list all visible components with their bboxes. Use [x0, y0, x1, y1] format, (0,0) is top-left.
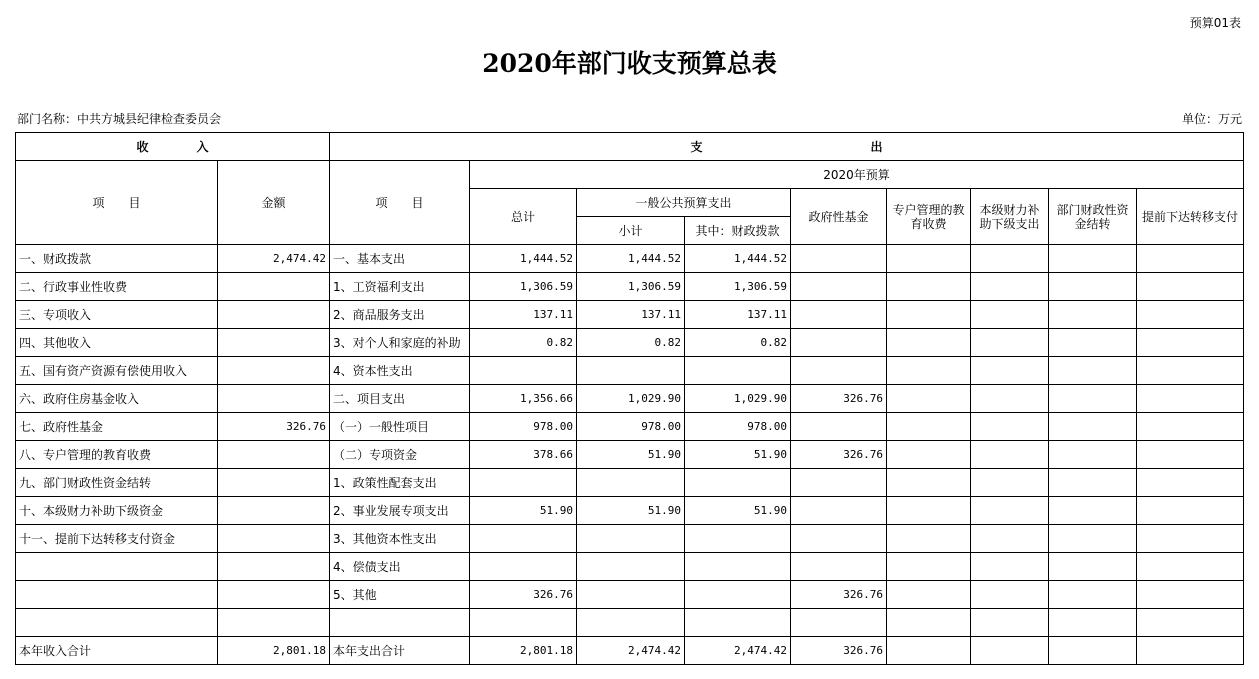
- table-row: [16, 525, 1244, 553]
- advance-cell: [1137, 273, 1244, 301]
- gov-fund-cell: [791, 553, 887, 581]
- income-amount-cell: 326.76: [218, 413, 330, 441]
- income-amount-cell: [218, 469, 330, 497]
- income-amount-cell: [218, 553, 330, 581]
- table-row: [16, 609, 1244, 637]
- carryover-cell: [1049, 273, 1137, 301]
- fiscal-cell: [685, 357, 791, 385]
- edu-fee-cell: [887, 469, 971, 497]
- subtotal-cell: [577, 469, 685, 497]
- gov-fund-cell: [791, 357, 887, 385]
- carryover-cell: [1049, 441, 1137, 469]
- carryover-cell: [1049, 301, 1137, 329]
- gov-fund-cell: [791, 245, 887, 273]
- gov-fund-cell: [791, 609, 887, 637]
- unit-label: 单位：万元: [1181, 112, 1242, 126]
- carryover-cell: [1049, 581, 1137, 609]
- subtotal-cell: 51.90: [577, 497, 685, 525]
- general-budget-header: 一般公共预算支出: [577, 189, 791, 217]
- gov-fund-cell: [791, 301, 887, 329]
- fiscal-cell: [685, 553, 791, 581]
- total-cell: [470, 609, 577, 637]
- expense-item-cell: 2、事业发展专项支出: [330, 497, 470, 525]
- edu-fee-cell: [887, 609, 971, 637]
- expense-item-cell: （二）专项资金: [330, 441, 470, 469]
- carryover-cell: [1049, 469, 1137, 497]
- carryover-cell: [1049, 329, 1137, 357]
- income-header: 收 入: [16, 133, 330, 161]
- gov-fund-cell: [791, 413, 887, 441]
- table-row: [16, 273, 1244, 301]
- fiscal-cell: 51.90: [685, 497, 791, 525]
- carryover-cell: [1049, 385, 1137, 413]
- transfer-sub-cell: [971, 581, 1049, 609]
- table-row: [16, 413, 1244, 441]
- income-item-cell: 五、国有资产资源有偿使用收入: [16, 357, 218, 385]
- table-row: [16, 301, 1244, 329]
- table-row: [16, 637, 1244, 665]
- advance-cell: [1137, 329, 1244, 357]
- gov-fund-cell: 326.76: [791, 581, 887, 609]
- subtotal-cell: [577, 357, 685, 385]
- expense-item-header: 项 目: [330, 161, 470, 245]
- expense-header: 支 出: [330, 133, 1244, 161]
- income-amount-cell: [218, 581, 330, 609]
- fiscal-cell: 1,029.90: [685, 385, 791, 413]
- gov-fund-cell: 326.76: [791, 385, 887, 413]
- income-item-cell: 一、财政拨款: [16, 245, 218, 273]
- income-item-cell: 本年收入合计: [16, 637, 218, 665]
- gov-fund-cell: [791, 469, 887, 497]
- expense-item-cell: 5、其他: [330, 581, 470, 609]
- edu-fee-cell: [887, 413, 971, 441]
- edu-fee-cell: [887, 441, 971, 469]
- advance-cell: [1137, 441, 1244, 469]
- total-cell: [470, 525, 577, 553]
- transfer-sub-cell: [971, 497, 1049, 525]
- income-item-cell: [16, 553, 218, 581]
- carryover-header: 部门财政性资金结转: [1049, 189, 1137, 245]
- total-cell: 978.00: [470, 413, 577, 441]
- transfer-sub-cell: [971, 413, 1049, 441]
- subtotal-cell: 137.11: [577, 301, 685, 329]
- income-amount-cell: 2,801.18: [218, 637, 330, 665]
- budget-table: [15, 132, 1244, 665]
- transfer-sub-cell: [971, 385, 1049, 413]
- fiscal-cell: 1,306.59: [685, 273, 791, 301]
- income-item-cell: [16, 609, 218, 637]
- carryover-cell: [1049, 245, 1137, 273]
- transfer-sub-cell: [971, 441, 1049, 469]
- edu-fee-cell: [887, 273, 971, 301]
- income-item-cell: 十一、提前下达转移支付资金: [16, 525, 218, 553]
- transfer-sub-cell: [971, 329, 1049, 357]
- carryover-cell: [1049, 525, 1137, 553]
- gov-fund-cell: [791, 497, 887, 525]
- gov-fund-cell: [791, 273, 887, 301]
- expense-item-cell: 4、偿债支出: [330, 553, 470, 581]
- fiscal-cell: 1,444.52: [685, 245, 791, 273]
- total-cell: 51.90: [470, 497, 577, 525]
- department-name: 部门名称：中共方城县纪律检查委员会: [17, 112, 222, 126]
- expense-item-cell: [330, 609, 470, 637]
- budget-2020-header: 2020年预算: [470, 161, 1244, 189]
- carryover-cell: [1049, 497, 1137, 525]
- advance-cell: [1137, 301, 1244, 329]
- transfer-sub-cell: [971, 469, 1049, 497]
- income-amount-cell: [218, 609, 330, 637]
- expense-item-cell: （一）一般性项目: [330, 413, 470, 441]
- total-cell: 378.66: [470, 441, 577, 469]
- income-item-cell: 四、其他收入: [16, 329, 218, 357]
- transfer-sub-cell: [971, 273, 1049, 301]
- fiscal-cell: 51.90: [685, 441, 791, 469]
- table-row: [16, 357, 1244, 385]
- table-row: [16, 469, 1244, 497]
- edu-fee-cell: [887, 525, 971, 553]
- transfer-sub-header: 本级财力补助下级支出: [971, 189, 1049, 245]
- carryover-cell: [1049, 553, 1137, 581]
- income-amount-header: 金额: [218, 161, 330, 245]
- total-cell: 326.76: [470, 581, 577, 609]
- total-cell: 1,306.59: [470, 273, 577, 301]
- table-row: [16, 441, 1244, 469]
- fiscal-cell: 2,474.42: [685, 637, 791, 665]
- subtotal-cell: 1,306.59: [577, 273, 685, 301]
- subtotal-header: 小计: [577, 217, 685, 245]
- transfer-sub-cell: [971, 637, 1049, 665]
- table-row: [16, 245, 1244, 273]
- gov-fund-header: 政府性基金: [791, 189, 887, 245]
- advance-cell: [1137, 413, 1244, 441]
- carryover-cell: [1049, 609, 1137, 637]
- income-amount-cell: [218, 497, 330, 525]
- subtotal-cell: 51.90: [577, 441, 685, 469]
- transfer-sub-cell: [971, 357, 1049, 385]
- edu-fee-cell: [887, 637, 971, 665]
- expense-item-cell: 2、商品服务支出: [330, 301, 470, 329]
- edu-fee-cell: [887, 329, 971, 357]
- fiscal-cell: 0.82: [685, 329, 791, 357]
- advance-header: 提前下达转移支付: [1137, 189, 1244, 245]
- fiscal-cell: [685, 469, 791, 497]
- table-row: [16, 385, 1244, 413]
- transfer-sub-cell: [971, 301, 1049, 329]
- expense-item-cell: 4、资本性支出: [330, 357, 470, 385]
- edu-fee-cell: [887, 581, 971, 609]
- total-cell: 2,801.18: [470, 637, 577, 665]
- advance-cell: [1137, 609, 1244, 637]
- subtotal-cell: [577, 525, 685, 553]
- advance-cell: [1137, 245, 1244, 273]
- total-cell: [470, 469, 577, 497]
- income-item-cell: 六、政府住房基金收入: [16, 385, 218, 413]
- subtotal-cell: 1,444.52: [577, 245, 685, 273]
- total-cell: 1,356.66: [470, 385, 577, 413]
- income-item-cell: 七、政府性基金: [16, 413, 218, 441]
- income-amount-cell: [218, 441, 330, 469]
- income-amount-cell: [218, 273, 330, 301]
- transfer-sub-cell: [971, 609, 1049, 637]
- fiscal-cell: 137.11: [685, 301, 791, 329]
- income-amount-cell: [218, 357, 330, 385]
- transfer-sub-cell: [971, 245, 1049, 273]
- fiscal-cell: [685, 609, 791, 637]
- gov-fund-cell: 326.76: [791, 637, 887, 665]
- gov-fund-cell: 326.76: [791, 441, 887, 469]
- carryover-cell: [1049, 637, 1137, 665]
- subtotal-cell: 0.82: [577, 329, 685, 357]
- advance-cell: [1137, 581, 1244, 609]
- edu-fee-cell: [887, 245, 971, 273]
- total-cell: 137.11: [470, 301, 577, 329]
- advance-cell: [1137, 497, 1244, 525]
- subtotal-cell: 1,029.90: [577, 385, 685, 413]
- income-item-cell: 八、专户管理的教育收费: [16, 441, 218, 469]
- subtotal-cell: 2,474.42: [577, 637, 685, 665]
- page-title: 2020年部门收支预算总表: [482, 49, 777, 78]
- total-cell: [470, 357, 577, 385]
- advance-cell: [1137, 637, 1244, 665]
- transfer-sub-cell: [971, 525, 1049, 553]
- income-amount-cell: 2,474.42: [218, 245, 330, 273]
- edu-fee-cell: [887, 301, 971, 329]
- expense-item-cell: 1、政策性配套支出: [330, 469, 470, 497]
- advance-cell: [1137, 469, 1244, 497]
- advance-cell: [1137, 525, 1244, 553]
- income-amount-cell: [218, 525, 330, 553]
- advance-cell: [1137, 385, 1244, 413]
- expense-item-cell: 二、项目支出: [330, 385, 470, 413]
- expense-item-cell: 1、工资福利支出: [330, 273, 470, 301]
- fiscal-cell: [685, 581, 791, 609]
- subtotal-cell: 978.00: [577, 413, 685, 441]
- total-cell: [470, 553, 577, 581]
- subtotal-cell: [577, 553, 685, 581]
- income-amount-cell: [218, 385, 330, 413]
- income-item-cell: 二、行政事业性收费: [16, 273, 218, 301]
- subtotal-cell: [577, 609, 685, 637]
- expense-item-cell: 本年支出合计: [330, 637, 470, 665]
- fiscal-header: 其中：财政拨款: [685, 217, 791, 245]
- subtotal-cell: [577, 581, 685, 609]
- edu-fee-cell: [887, 497, 971, 525]
- carryover-cell: [1049, 357, 1137, 385]
- edu-fee-cell: [887, 553, 971, 581]
- advance-cell: [1137, 553, 1244, 581]
- gov-fund-cell: [791, 525, 887, 553]
- form-number: 预算01表: [1189, 16, 1241, 30]
- expense-item-cell: 一、基本支出: [330, 245, 470, 273]
- advance-cell: [1137, 357, 1244, 385]
- expense-item-cell: 3、其他资本性支出: [330, 525, 470, 553]
- table-row: [16, 329, 1244, 357]
- income-amount-cell: [218, 329, 330, 357]
- income-item-cell: 十、本级财力补助下级资金: [16, 497, 218, 525]
- income-item-cell: 九、部门财政性资金结转: [16, 469, 218, 497]
- income-amount-cell: [218, 301, 330, 329]
- carryover-cell: [1049, 413, 1137, 441]
- fiscal-cell: 978.00: [685, 413, 791, 441]
- total-cell: 1,444.52: [470, 245, 577, 273]
- fiscal-cell: [685, 525, 791, 553]
- income-item-cell: 三、专项收入: [16, 301, 218, 329]
- table-row: [16, 553, 1244, 581]
- table-row: [16, 581, 1244, 609]
- income-item-cell: [16, 581, 218, 609]
- edu-fee-header: 专户管理的教育收费: [887, 189, 971, 245]
- total-cell: 0.82: [470, 329, 577, 357]
- transfer-sub-cell: [971, 553, 1049, 581]
- expense-item-cell: 3、对个人和家庭的补助: [330, 329, 470, 357]
- edu-fee-cell: [887, 357, 971, 385]
- edu-fee-cell: [887, 385, 971, 413]
- gov-fund-cell: [791, 329, 887, 357]
- table-row: [16, 497, 1244, 525]
- total-header: 总计: [470, 189, 577, 245]
- income-item-header: 项 目: [16, 161, 218, 245]
